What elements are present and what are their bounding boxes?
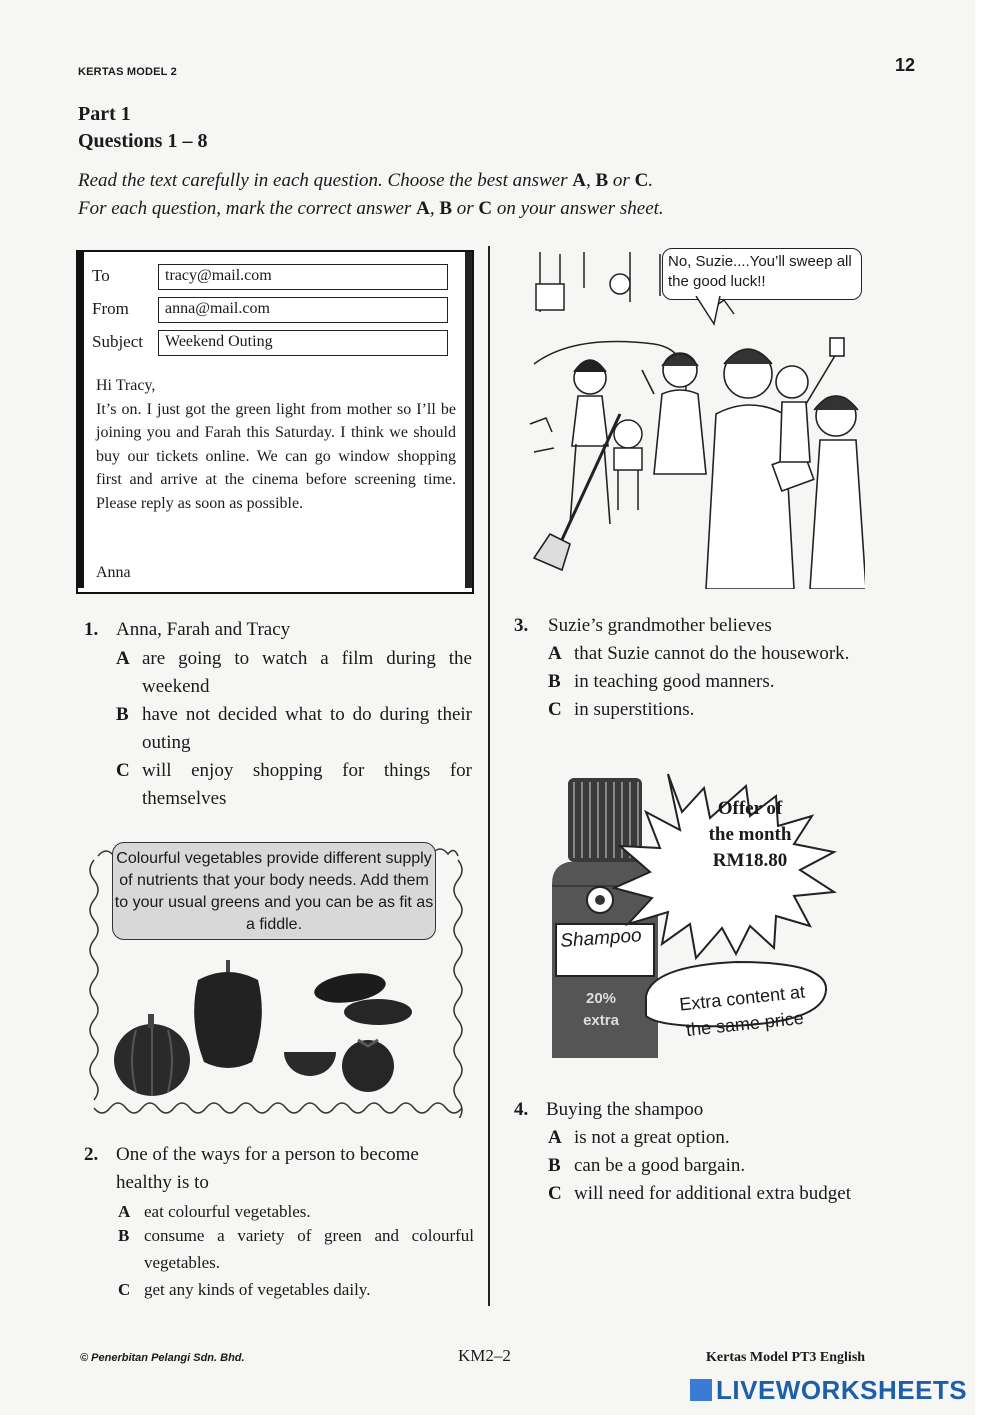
email-signature: Anna — [96, 564, 131, 581]
eggplant-icon — [312, 969, 412, 1025]
question-stem: One of the ways for a person to become healthy is to — [116, 1144, 419, 1193]
column-divider — [488, 246, 490, 1306]
question-number: 2. — [84, 1144, 99, 1165]
question-number: 1. — [84, 619, 99, 640]
email-subject-field: Weekend Outing — [158, 330, 448, 356]
question-1: 1. Anna, Farah and Tracy A are going to watch a film during the weekend B have not decided what to do during their outing C will enjoy shopping for things for themselves — [84, 616, 474, 816]
book-title: Kertas Model PT3 English — [706, 1350, 866, 1365]
page-number: 12 — [895, 55, 916, 75]
question-stem: Anna, Farah and Tracy — [116, 619, 291, 640]
question-2: 2. One of the ways for a person to become healthy is to A eat colourful vegetables. B consume a variety of green and colourful vegetables. C get any kinds of vegetables daily. — [84, 1141, 474, 1311]
email-from-label: From — [92, 299, 129, 318]
email-to-field: tracy@mail.com — [158, 264, 448, 290]
part-title: Part 1 — [78, 103, 131, 125]
email-scrollbar — [465, 252, 472, 588]
pumpkin-icon — [114, 1014, 190, 1096]
offer-text: Offer of the month RM18.80 — [708, 798, 792, 871]
nutrition-message: Colourful vegetables provide different supply of nutrients that your body needs. Add them to your usual greens and you can be as fit as a fiddle. — [112, 842, 436, 940]
paper-title: KERTAS MODEL 2 — [78, 66, 177, 78]
speech-bubble-text: No, Suzie....You’ll sweep all the good luck!! — [668, 253, 852, 290]
speech-bubble-tail — [694, 296, 724, 326]
extra-content-text: Extra content at the same price — [678, 981, 806, 1041]
extra-percent-badge: 20% extra — [583, 990, 619, 1029]
girl-figure — [810, 396, 865, 589]
bell-pepper-icon — [194, 960, 262, 1068]
publisher-credit: © Penerbitan Pelangi Sdn. Bhd. — [80, 1352, 245, 1364]
tomato-icon — [284, 1040, 394, 1092]
email-left-bar — [78, 252, 84, 588]
question-stem: Buying the shampoo — [546, 1099, 704, 1120]
email-from-field: anna@mail.com — [158, 297, 448, 323]
instruction-line-2: For each question, mark the correct answer A, B or C on your answer sheet. — [78, 198, 664, 219]
liveworksheets-logo-icon — [690, 1379, 712, 1401]
question-number: 3. — [514, 615, 529, 636]
question-number: 4. — [514, 1099, 529, 1120]
grandmother-figure — [642, 353, 706, 474]
page-code: KM2–2 — [458, 1346, 511, 1365]
suzie-figure — [534, 360, 620, 570]
question-stem: Suzie’s grandmother believes — [548, 615, 772, 636]
instruction-line-1: Read the text carefully in each question. Choose the best answer A, B or C. — [78, 170, 654, 191]
email-message — [76, 250, 474, 594]
question-range: Questions 1 – 8 — [78, 130, 208, 152]
email-to-label: To — [92, 266, 110, 285]
question-3: 3. Suzie’s grandmother believes A that Suzie cannot do the housework. B in teaching good manners. C in superstitions. — [514, 612, 914, 732]
email-subject-label: Subject — [92, 332, 143, 351]
question-4: 4. Buying the shampoo A is not a great option. B can be a good bargain. C will need for additional extra budget — [514, 1096, 924, 1216]
shampoo-label: Shampoo — [559, 925, 643, 952]
watermark: LIVEWORKSHEETS — [690, 1375, 967, 1406]
plant-pot-icon — [614, 420, 642, 510]
email-body: Hi Tracy, It’s on. I just got the green light from mother so I’ll be joining you and Farah this Saturday. I think we should buy our tickets online. We can go window shopping first and arrive at the cinema before screening time. Please reply as soon as possible. — [96, 377, 456, 512]
